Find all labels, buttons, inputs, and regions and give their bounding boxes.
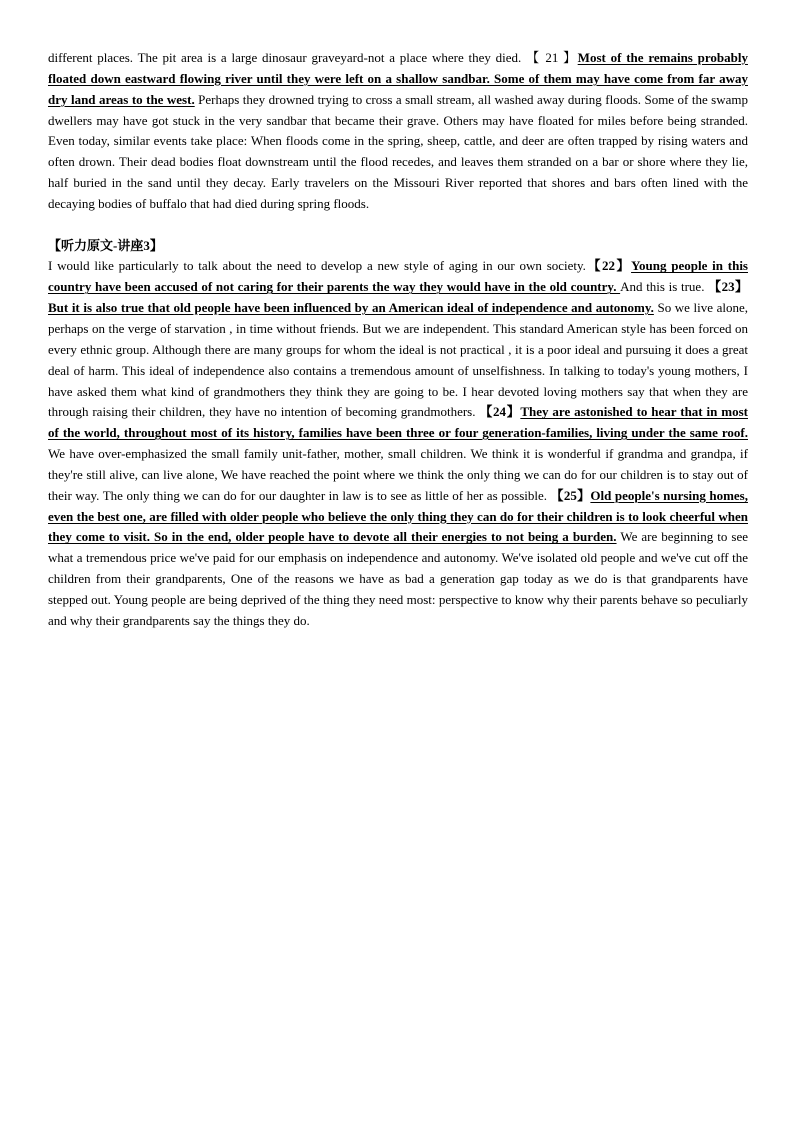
answer-marker-23: 【23】 bbox=[708, 279, 748, 295]
answer-marker-25: 【25】 bbox=[550, 487, 591, 503]
answer-marker-22: 【22】 bbox=[585, 258, 632, 274]
section-heading: 【听力原文-讲座3】 bbox=[48, 237, 163, 253]
key-sentence-21: Most of the remains probably floated down eastward flowing river until they were left on a shallow sandbar. Some of them may have come from far away dry land areas to the west. bbox=[48, 50, 748, 107]
answer-marker-21: 【 21 】 bbox=[526, 50, 578, 65]
key-sentence-22: Young people in this country have been accused of not caring for their parents the way they would have in the old country. bbox=[48, 258, 748, 295]
paragraph-passage-1 bbox=[48, 48, 748, 215]
key-sentence-24: They are astonished to hear that in most of the world, throughout most of its history, families have been three or four generation-families, living under the same roof. bbox=[48, 404, 748, 441]
body-text: Perhaps they drowned trying to cross a small stream, all washed away during floods. Some of the swamp dwellers may have got stuck in the very sandbar that became their grave. Others may have floated for miles before being stranded. Even today, similar events take place: When floods come in the spring, sheep, cattle, and deer are often trapped by rising waters and often drown. Their dead bodies float downstream until the flood recedes, and leaves them stranded on a bar or shore where they lie, half buried in the sand until they decay. Early travelers on the Missouri River reported that shores and bars often lined with the decaying bodies of buffalo that had died during spring floods. bbox=[48, 91, 749, 211]
body-text: I would like particularly to talk about the need to develop a new style of aging in our own society. bbox=[48, 258, 586, 274]
key-sentence-25: Old people's nursing homes, even the best one, are filled with older people who believe the only thing they can do for their children is to look cheerful when they come to visit. So in the end, older people have to devote all their energies to not being a burden. bbox=[48, 487, 748, 545]
paragraph-passage-2 bbox=[48, 256, 748, 631]
answer-marker-24: 【24】 bbox=[479, 404, 521, 420]
body-text: different places. The pit area is a large dinosaur graveyard-not a place where they died. bbox=[48, 50, 527, 65]
body-text: So we live alone, perhaps on the verge of starvation , in time without friends. But we are independent. This standard American style has been forced on every ethnic group. Although there are many groups for whom the ideal is not practical , it is a poor ideal and pursuing it does a great deal of harm. This ideal of independence also contains a tremendous amount of unselfishness. In talking to today's young mothers, I have asked them what kind of grandmothers they think they are going to be. I hear devoted loving mothers say that when they are through raising their children, they have no intention of becoming grandmothers. bbox=[48, 300, 748, 420]
key-sentence-23: But it is also true that old people have been influenced by an American ideal of independence and autonomy. bbox=[48, 300, 654, 316]
body-text: And this is true. bbox=[620, 279, 709, 295]
body-text: We are beginning to see what a tremendous price we've paid for our emphasis on independence and autonomy. We've isolated old people and we've cut off the children from their grandparents, One of the reasons we have as bad a generation gap today as we do is that grandparents have stepped out. Young people are being deprived of the thing they need most: perspective to know why their parents behave so peculiarly and why their grandparents say the things they do. bbox=[48, 529, 749, 628]
document-body bbox=[48, 48, 748, 632]
body-text: We have over-emphasized the small family unit-father, mother, small children. We think it is wonderful if grandma and grandpa, if they're still alive, can live alone, We have reached the point where we think the only thing we can do for our children is to stay out of their way. The only thing we can do for our daughter in law is to see as little of her as possible. bbox=[48, 446, 748, 503]
